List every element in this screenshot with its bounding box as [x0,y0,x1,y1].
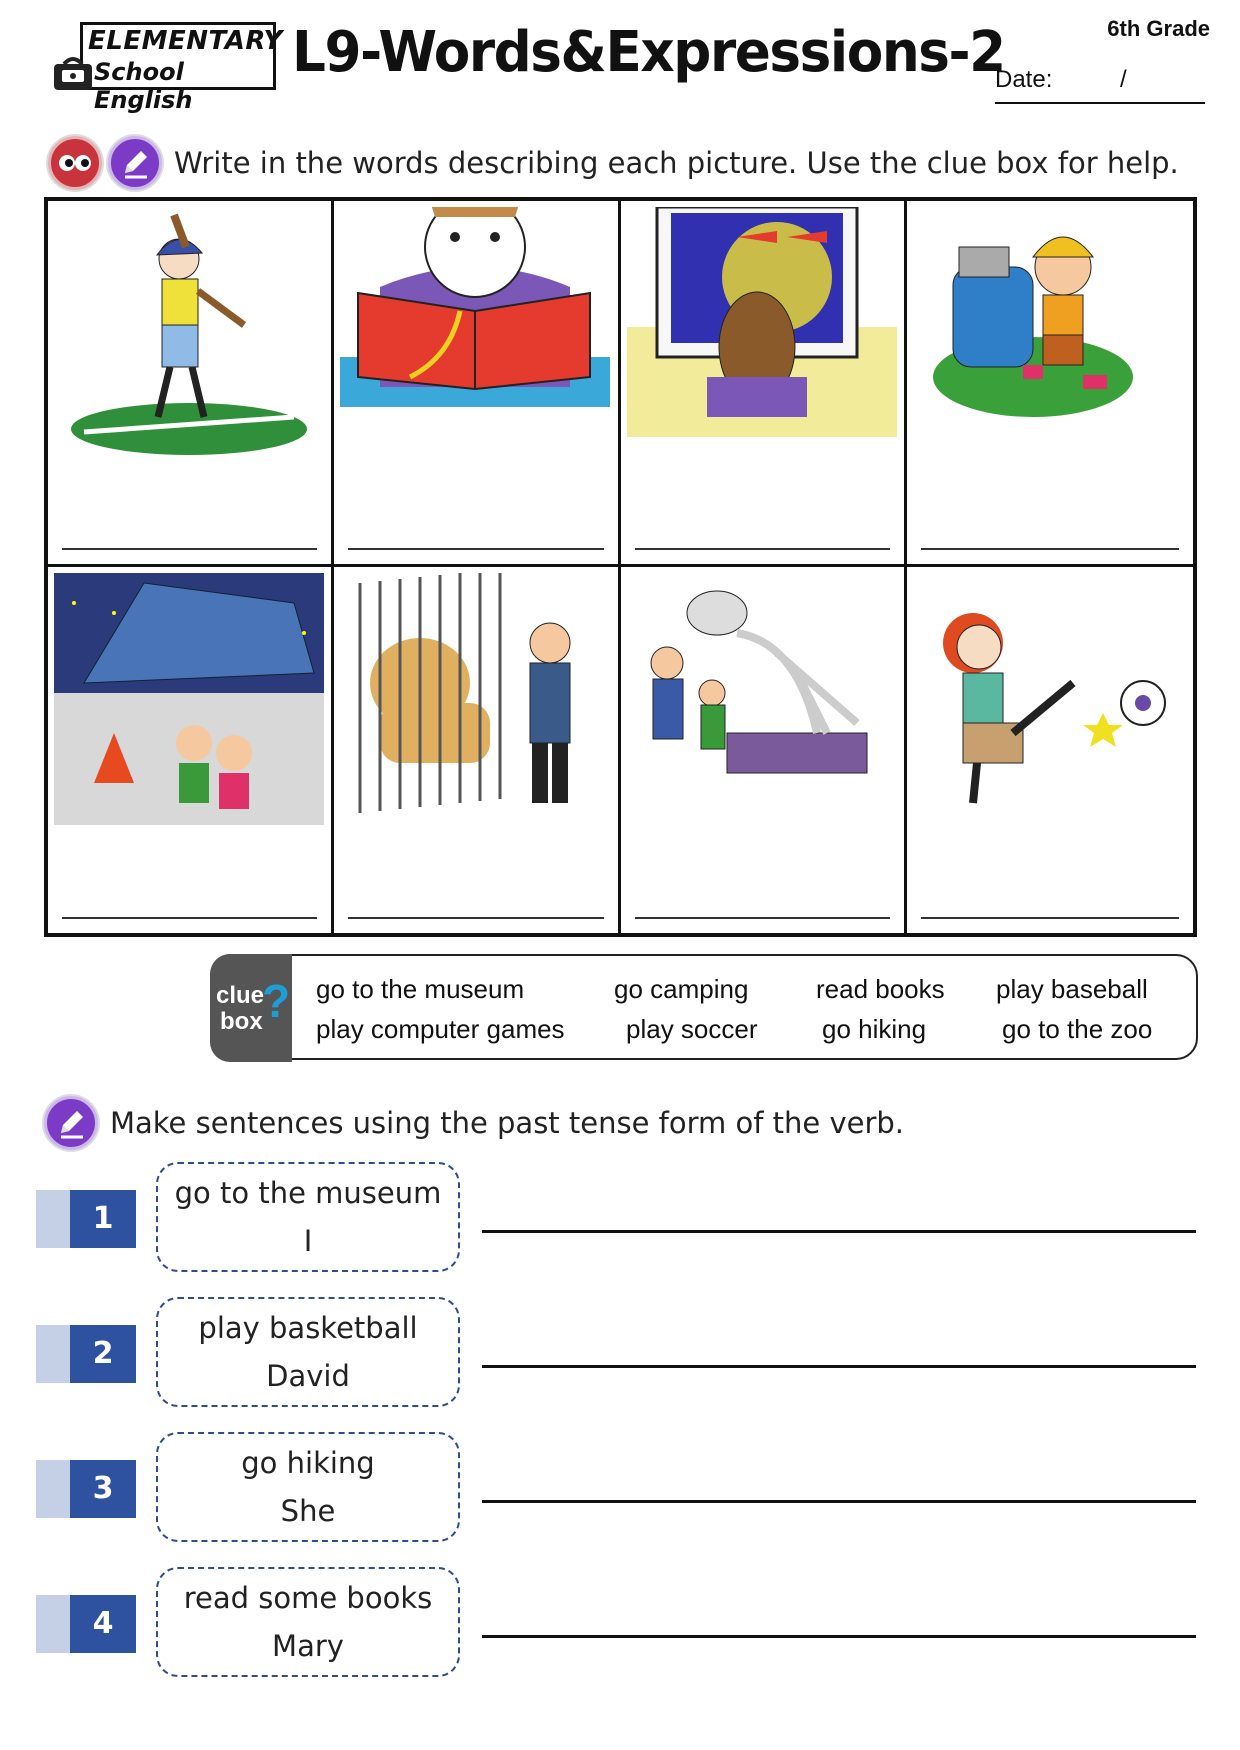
answer-line-8[interactable] [921,917,1179,919]
picture-grid [44,197,1197,937]
row-number: 4 [70,1595,136,1653]
grade-label: 6th Grade [1107,16,1210,41]
clue-item: go hiking [822,1014,927,1044]
date-field[interactable] [995,66,1205,104]
row-number: 2 [70,1325,136,1383]
sentence-answer-line[interactable] [482,1365,1196,1368]
boy-hiking-with-backpack-illustration [913,207,1183,459]
date-slash: / [1120,66,1127,93]
logo-line2: School English [94,58,193,114]
prompt-subject: David [266,1359,350,1393]
sentence-row-3 [36,1432,1196,1542]
picture-cell-2 [334,201,620,567]
prompt-verb: play basketball [198,1311,418,1345]
number-badge [36,1190,136,1248]
picture-cell-4 [907,201,1193,567]
sentence-row-4 [36,1567,1196,1677]
school-logo [52,22,283,114]
prompt-box [156,1162,460,1272]
instruction-row-1 [48,136,1179,190]
kids-camping-by-campfire-illustration [54,573,324,825]
man-watching-lion-at-zoo-illustration [340,573,610,825]
girl-kicking-soccer-ball-illustration [913,573,1183,825]
boy-batting-baseball-illustration [54,207,324,459]
picture-cell-7 [621,567,907,933]
instruction-text-2: Make sentences using the past tense form of the verb. [110,1106,905,1140]
box-label: box [220,1008,263,1035]
answer-line-6[interactable] [348,917,603,919]
answer-line-2[interactable] [348,548,603,550]
row-number: 3 [70,1460,136,1518]
pencil-icon [108,136,162,190]
answer-line-4[interactable] [921,548,1179,550]
pencil-icon [44,1096,98,1150]
prompt-subject: She [280,1494,336,1528]
sentence-row-1 [36,1162,1196,1272]
eyes-icon [48,136,102,190]
clue-label: clue [216,982,265,1009]
prompt-subject: I [303,1224,313,1258]
clue-item: go camping [614,974,749,1004]
clue-box [210,954,1198,1060]
question-mark-icon: ? [262,975,291,1027]
answer-line-7[interactable] [635,917,890,919]
schoolbag-icon [52,56,96,92]
logo-line1: ELEMENTARY [88,26,283,56]
number-badge [36,1460,136,1518]
clue-item: read books [816,974,945,1004]
answer-line-3[interactable] [635,548,890,550]
prompt-verb: go hiking [241,1446,375,1480]
clue-item: play computer games [316,1014,565,1044]
sentence-answer-line[interactable] [482,1500,1196,1503]
clue-item: go to the zoo [1002,1014,1153,1044]
answer-line-1[interactable] [62,548,317,550]
prompt-verb: read some books [183,1581,433,1615]
prompt-verb: go to the museum [174,1176,442,1210]
clue-box-tab [210,954,292,1062]
clue-item: go to the museum [316,974,525,1004]
page-title: L9-Words&Expressions-2 [292,20,1005,85]
picture-cell-3 [621,201,907,567]
prompt-box [156,1432,460,1542]
clue-item: play baseball [996,974,1148,1004]
picture-cell-1 [48,201,334,567]
date-label: Date: [995,66,1053,93]
kids-viewing-dinosaur-skeleton-illustration [627,573,897,825]
clue-item: play soccer [626,1014,758,1044]
picture-cell-5 [48,567,334,933]
answer-line-5[interactable] [62,917,317,919]
prompt-subject: Mary [272,1629,344,1663]
girl-playing-computer-game-illustration [627,207,897,459]
picture-cell-6 [334,567,620,933]
number-badge [36,1325,136,1383]
picture-cell-8 [907,567,1193,933]
prompt-box [156,1567,460,1677]
instruction-row-2 [44,1096,904,1150]
number-badge [36,1595,136,1653]
prompt-box [156,1297,460,1407]
sentence-answer-line[interactable] [482,1230,1196,1233]
sentence-row-2 [36,1297,1196,1407]
boy-reading-book-illustration [340,207,610,459]
sentence-answer-line[interactable] [482,1635,1196,1638]
row-number: 1 [70,1190,136,1248]
instruction-text-1: Write in the words describing each picture. Use the clue box for help. [174,146,1179,180]
